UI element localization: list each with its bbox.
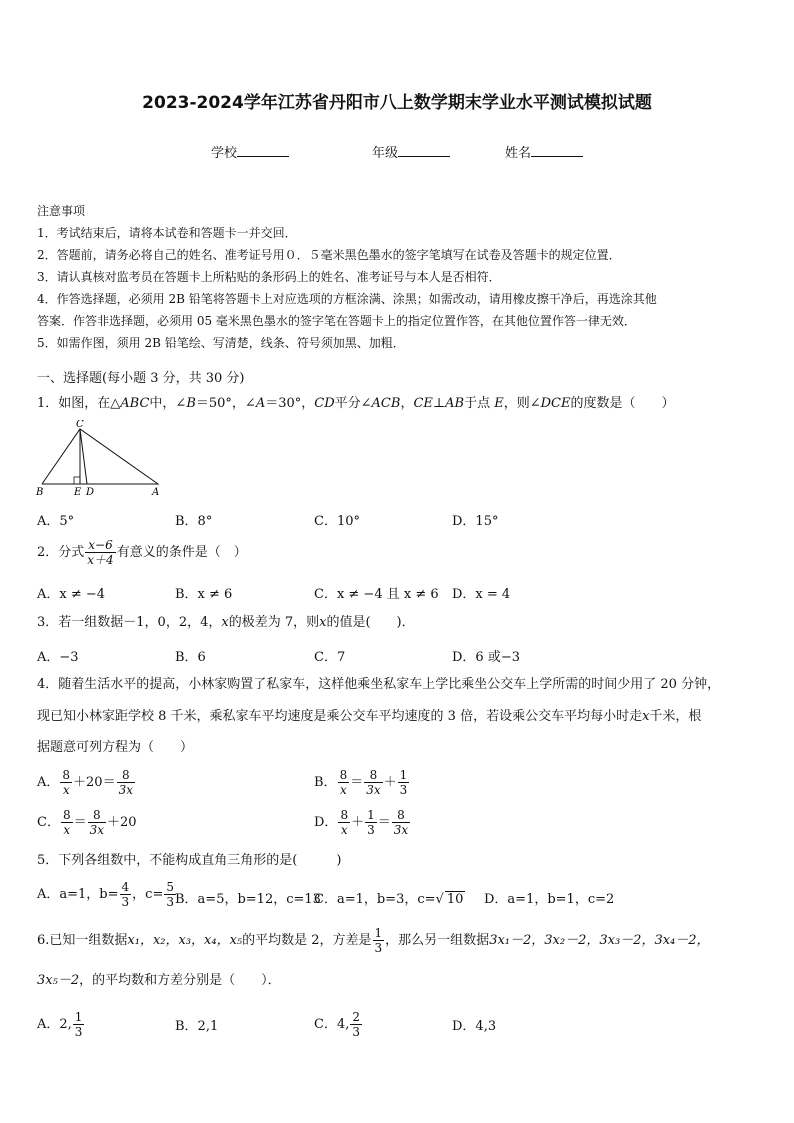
label-e: E (74, 487, 82, 498)
q3-option-a[interactable]: A．−3 (37, 650, 79, 665)
q1-triangle-figure (34, 420, 164, 498)
right-angle-mark (74, 477, 80, 484)
q4-stem-line2: 现已知小林家距学校 8 千米，乘私家车平均速度是乘公交车平均速度的 3 倍，若设乘公交车平均每小时走x千米，根 (37, 709, 702, 724)
q4-stem-line3: 据题意可列方程为（ ） (37, 740, 194, 755)
page-title: 2023-2024学年江苏省丹阳市八上数学期末学业水平测试模拟试题 (142, 93, 652, 113)
note-item: 4．作答选择题，必须用 2B 铅笔将答题卡上对应选项的方框涂满、涂黑；如需改动，请用橡皮擦干净后，再选涂其他 (37, 292, 657, 306)
grade-blank[interactable] (398, 144, 450, 157)
q6-option-b[interactable]: B．2,1 (175, 1019, 219, 1034)
q2-stem: 2．分式 $\frac{x-6}{x+4}$ 有意义的条件是（ ） (37, 538, 247, 567)
q4-option-d[interactable]: D． $\frac{8}{x}$ ＋ $\frac{1}{3}$ ＝ $\frac{8}{3x}$ (314, 808, 409, 837)
school-blank[interactable] (237, 144, 289, 157)
note-item: 答案．作答非选择题，必须用 05 毫米黑色墨水的签字笔在答题卡上的指定位置作答，在其他位置作答一律无效． (37, 314, 636, 328)
grade-field[interactable] (372, 142, 450, 161)
label-d: D (86, 487, 95, 498)
q3-option-b[interactable]: B．6 (175, 650, 206, 665)
name-field[interactable] (505, 142, 583, 161)
q2-option-d[interactable]: D．x = 4 (452, 587, 511, 602)
label-a: A (152, 487, 160, 498)
label-c: C (76, 420, 84, 430)
q1-stem: 1．如图，在△ABC中，∠B＝50°，∠A＝30°，CD平分∠ACB，CE⊥AB于点 E，则∠DCE的度数是（ ） (37, 396, 675, 411)
q1-option-d[interactable]: D．15° (452, 514, 499, 529)
triangle-abc (42, 429, 158, 484)
q3-option-c[interactable]: C．7 (314, 650, 346, 665)
q2-option-a[interactable]: A．x ≠ −4 (37, 587, 106, 602)
q6-stem-line1: 6.已知一组数据x₁，x₂，x₃，x₄，x₅的平均数是 2，方差是 $\frac{1}{3}$ ，那么另一组数据3x₁－2，3x₂－2，3x₃－2，3x₄－2， (37, 926, 710, 955)
q6-stem-line2: 3x₅－2，的平均数和方差分别是（ ）． (37, 973, 281, 988)
q1-option-c[interactable]: C．10° (314, 514, 360, 529)
q1-option-b[interactable]: B．8° (175, 514, 213, 529)
q5-option-c[interactable]: C．a=1，b=3，c=√ 10 (314, 892, 464, 907)
q2-option-b[interactable]: B．x ≠ 6 (175, 587, 233, 602)
q3-stem: 3．若一组数据－1，0，2，4，x的极差为 7，则x的值是( )． (37, 615, 415, 630)
grade-label: 年级 (372, 146, 399, 161)
school-field[interactable] (211, 142, 289, 161)
segment-cd (80, 429, 87, 484)
q4-option-c[interactable]: C． $\frac{8}{x}$ ＝ $\frac{8}{3x}$ ＋20 (37, 808, 137, 837)
section-heading: 一、选择题(每小题 3 分，共 30 分) (37, 371, 245, 386)
q4-stem-line1: 4．随着生活水平的提高，小林家购置了私家车，这样他乘坐私家车上学比乘坐公交车上学所需的时间少用了 20 分钟， (37, 677, 721, 692)
name-label: 姓名 (505, 146, 532, 161)
note-item: 1．考试结束后，请将本试卷和答题卡一并交回． (37, 226, 297, 240)
note-item: 3．请认真核对监考员在答题卡上所粘贴的条形码上的姓名、准考证号与本人是否相符． (37, 270, 501, 284)
q6-option-d[interactable]: D．4,3 (452, 1019, 497, 1034)
note-item: 5．如需作图，须用 2B 铅笔绘、写清楚，线条、符号须加黑、加粗． (37, 336, 405, 350)
q4-option-b[interactable]: B． $\frac{8}{x}$ ＝ $\frac{8}{3x}$ ＋ $\frac{1}{3}$ (314, 768, 408, 797)
q5-option-d[interactable]: D．a=1，b=1，c=2 (484, 892, 615, 907)
q4-option-a[interactable]: A． $\frac{8}{x}$ ＋20＝ $\frac{8}{3x}$ (37, 768, 133, 797)
q5-stem: 5．下列各组数中，不能构成直角三角形的是( ) (37, 853, 342, 868)
q6-option-c[interactable]: C．4, $\frac{2}{3}$ (314, 1010, 360, 1039)
label-b: B (36, 487, 44, 498)
name-blank[interactable] (531, 144, 583, 157)
q1-option-a[interactable]: A．5° (37, 514, 75, 529)
q5-option-a[interactable]: A．a=1，b= $\frac{4}{3}$ ，c= $\frac{5}{3}$ (37, 880, 174, 909)
q6-option-a[interactable]: A．2, $\frac{1}{3}$ (37, 1010, 83, 1039)
q5-option-b[interactable]: B．a=5，b=12，c=13 (175, 892, 321, 907)
note-item: 2．答题前，请务必将自己的姓名、准考证号用０．５毫米黑色墨水的签字笔填写在试卷及答题卡的规定位置． (37, 248, 621, 262)
notes-heading: 注意事项 (37, 204, 86, 218)
school-label: 学校 (211, 146, 238, 161)
q2-option-c[interactable]: C．x ≠ −4 且 x ≠ 6 (314, 587, 439, 602)
q3-option-d[interactable]: D．6 或−3 (452, 650, 520, 665)
